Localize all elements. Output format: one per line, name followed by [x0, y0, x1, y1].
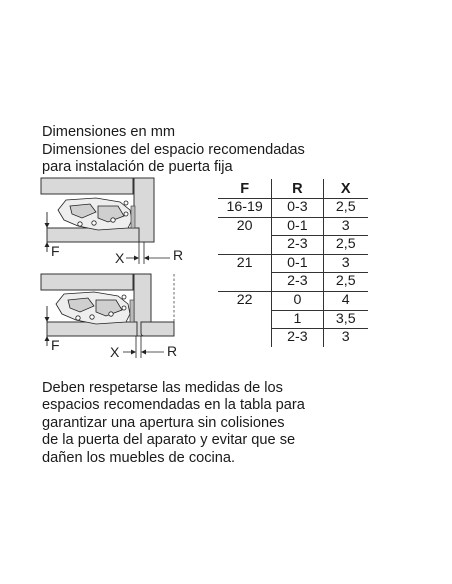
- heading-block: [42, 124, 402, 177]
- bottom-hinge-mechanism: [56, 292, 130, 324]
- bottom-f-arrow-head-2: [45, 336, 50, 341]
- table-cell-r: 0-3: [272, 199, 323, 218]
- top-door-panel: [47, 228, 139, 242]
- table-header-f: F: [240, 180, 250, 197]
- table-cell-r: 2-3: [272, 329, 323, 347]
- table-cell-r: 2-3: [272, 236, 323, 255]
- hinge-installation-diagram: [38, 176, 198, 366]
- table-cell-x: 2,5: [323, 236, 368, 255]
- table-cell-x: 3: [323, 217, 368, 236]
- table-header-r: R: [272, 179, 323, 199]
- bottom-r-arrow-head: [141, 350, 146, 355]
- table-row: [218, 310, 368, 329]
- table-row: [218, 217, 368, 236]
- bottom-hinge-diagram: [41, 274, 177, 360]
- table-cell-r: 1: [272, 310, 323, 329]
- top-label-x: X: [115, 250, 125, 266]
- table-cell-f: 16-19: [218, 199, 272, 218]
- note-line-4: de la puerta del aparato y evitar que se: [42, 432, 296, 449]
- top-x-arrow-head: [134, 256, 139, 261]
- table-row: [218, 236, 368, 255]
- table-cell-r: 0-1: [272, 217, 323, 236]
- bottom-door-panel: [47, 322, 137, 336]
- top-r-arrow-head: [144, 256, 149, 261]
- table-row: [218, 329, 368, 347]
- installation-note: [42, 380, 412, 467]
- table-header-x: X: [340, 180, 351, 197]
- table-cell-f: [218, 273, 272, 292]
- table-cell-x: 4: [323, 291, 368, 310]
- note-line-5: dañen los muebles de cocina.: [42, 449, 236, 466]
- note-line-2: espacios recomendadas en la tabla para: [42, 397, 305, 414]
- table-cell-f: [218, 236, 272, 255]
- heading-line-1: Dimensiones en mm: [42, 124, 176, 140]
- bottom-f-arrow-head: [45, 317, 50, 322]
- top-f-arrow-head: [45, 223, 50, 228]
- top-cabinet-top-panel: [41, 178, 133, 194]
- table-cell-x: 2,5: [323, 199, 368, 218]
- table-row: [218, 254, 368, 273]
- top-label-r: R: [173, 247, 184, 263]
- table-cell-r: 0: [272, 291, 323, 310]
- table-cell-f: 20: [218, 217, 272, 236]
- table-cell-x: 2,5: [323, 273, 368, 292]
- note-line-3: garantizar una apertura sin colisiones: [42, 414, 285, 431]
- note-line-1: Deben respetarse las medidas de los: [42, 380, 283, 396]
- top-label-f: F: [51, 243, 60, 259]
- bottom-label-f: F: [51, 337, 60, 353]
- bottom-adjacent-door: [141, 322, 174, 336]
- table-header-row: [218, 179, 368, 199]
- table-cell-r: 2-3: [272, 273, 323, 292]
- table-cell-r: 0-1: [272, 254, 323, 273]
- table-cell-f: 22: [218, 291, 272, 310]
- top-mounting-plate: [131, 206, 135, 228]
- heading-line-3: para instalación de puerta fija: [42, 159, 233, 175]
- table-cell-x: 3: [323, 254, 368, 273]
- heading-line-2: Dimensiones del espacio recomendadas: [42, 141, 305, 158]
- table-cell-f: 21: [218, 254, 272, 273]
- bottom-label-x: X: [110, 344, 120, 360]
- table-row: [218, 291, 368, 310]
- top-hinge-mechanism: [58, 198, 132, 230]
- bottom-label-r: R: [167, 343, 178, 359]
- table-cell-x: 3: [323, 329, 368, 347]
- table-cell-f: [218, 329, 272, 347]
- top-hinge-diagram: [41, 178, 183, 266]
- top-f-arrow-head-2: [45, 242, 50, 247]
- bottom-x-arrow-head: [131, 350, 136, 355]
- bottom-mounting-plate: [130, 300, 134, 322]
- dimensions-table: [218, 179, 368, 347]
- bottom-cabinet-top-panel: [41, 274, 133, 290]
- table-cell-f: [218, 310, 272, 329]
- table-cell-x: 3,5: [323, 310, 368, 329]
- table-row: [218, 199, 368, 218]
- table-row: [218, 273, 368, 292]
